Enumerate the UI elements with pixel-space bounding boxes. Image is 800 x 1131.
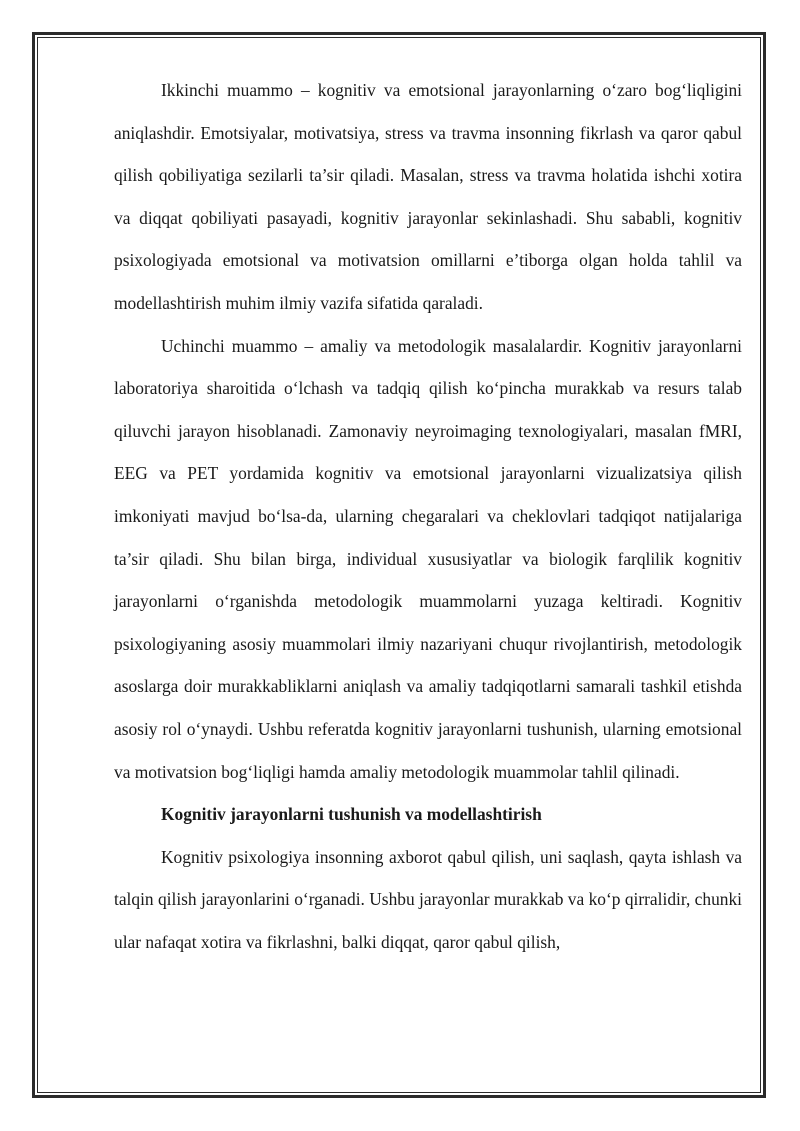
section-heading: Kognitiv jarayonlarni tushunish va modellashtirish	[161, 804, 542, 825]
paragraph-third-problem: Uchinchi muammo – amaliy va metodologik masalalardir. Kognitiv jarayonlarni laboratoriya sharoitida o‘lchash va tadqiq qilish ko‘pincha murakkab va resurs talab qiluvchi jarayon hisoblanadi. Zamonaviy neyroimaging texnologiyalari, masalan fMRI, EEG va PET yordamida kognitiv va emotsional jarayonlarni vizualizatsiya qilish imkoniyati mavjud bo‘lsa-da, ularning chegaralari va cheklovlari tadqiqot natijalariga ta’sir qiladi. Shu bilan birga, individual xususiyatlar va biologik farqlilik kognitiv jarayonlarni o‘rganishda metodologik muammolarni yuzaga keltiradi. Kognitiv psixologiyaning asosiy muammolari ilmiy nazariyani chuqur rivojlantirish, metodologik asoslarga doir murakkabliklarni aniqlash va amaliy tadqiqotlarni samarali tashkil etishda asosiy rol o‘ynaydi. Ushbu referatda kognitiv jarayonlarni tushunish, ularning emotsional va motivatsion bog‘liqligi hamda amaliy metodologik muammolar tahlil qilinadi.	[114, 335, 742, 782]
document-body	[114, 69, 742, 963]
paragraph-second-problem: Ikkinchi muammo – kognitiv va emotsional jarayonlarning o‘zaro bog‘liqligini aniqlashdir. Emotsiyalar, motivatsiya, stress va travma insonning fikrlash va qaror qabul qilish qobiliyatiga sezilarli ta’sir qiladi. Masalan, stress va travma holatida ishchi xotira va diqqat qobiliyati pasayadi, kognitiv jarayonlar sekinlashadi. Shu sababli, kognitiv psixologiyada emotsional va motivatsion omillarni e’tiborga olgan holda tahlil va modellashtirish muhim ilmiy vazifa sifatida qaraladi.	[114, 80, 742, 313]
paragraph-cognitive-psychology: Kognitiv psixologiya insonning axborot qabul qilish, uni saqlash, qayta ishlash va talqin qilish jarayonlarini o‘rganadi. Ushbu jarayonlar murakkab va ko‘p qirralidir, chunki ular nafaqat xotira va fikrlashni, balki diqqat, qaror qabul qilish,	[114, 846, 742, 952]
